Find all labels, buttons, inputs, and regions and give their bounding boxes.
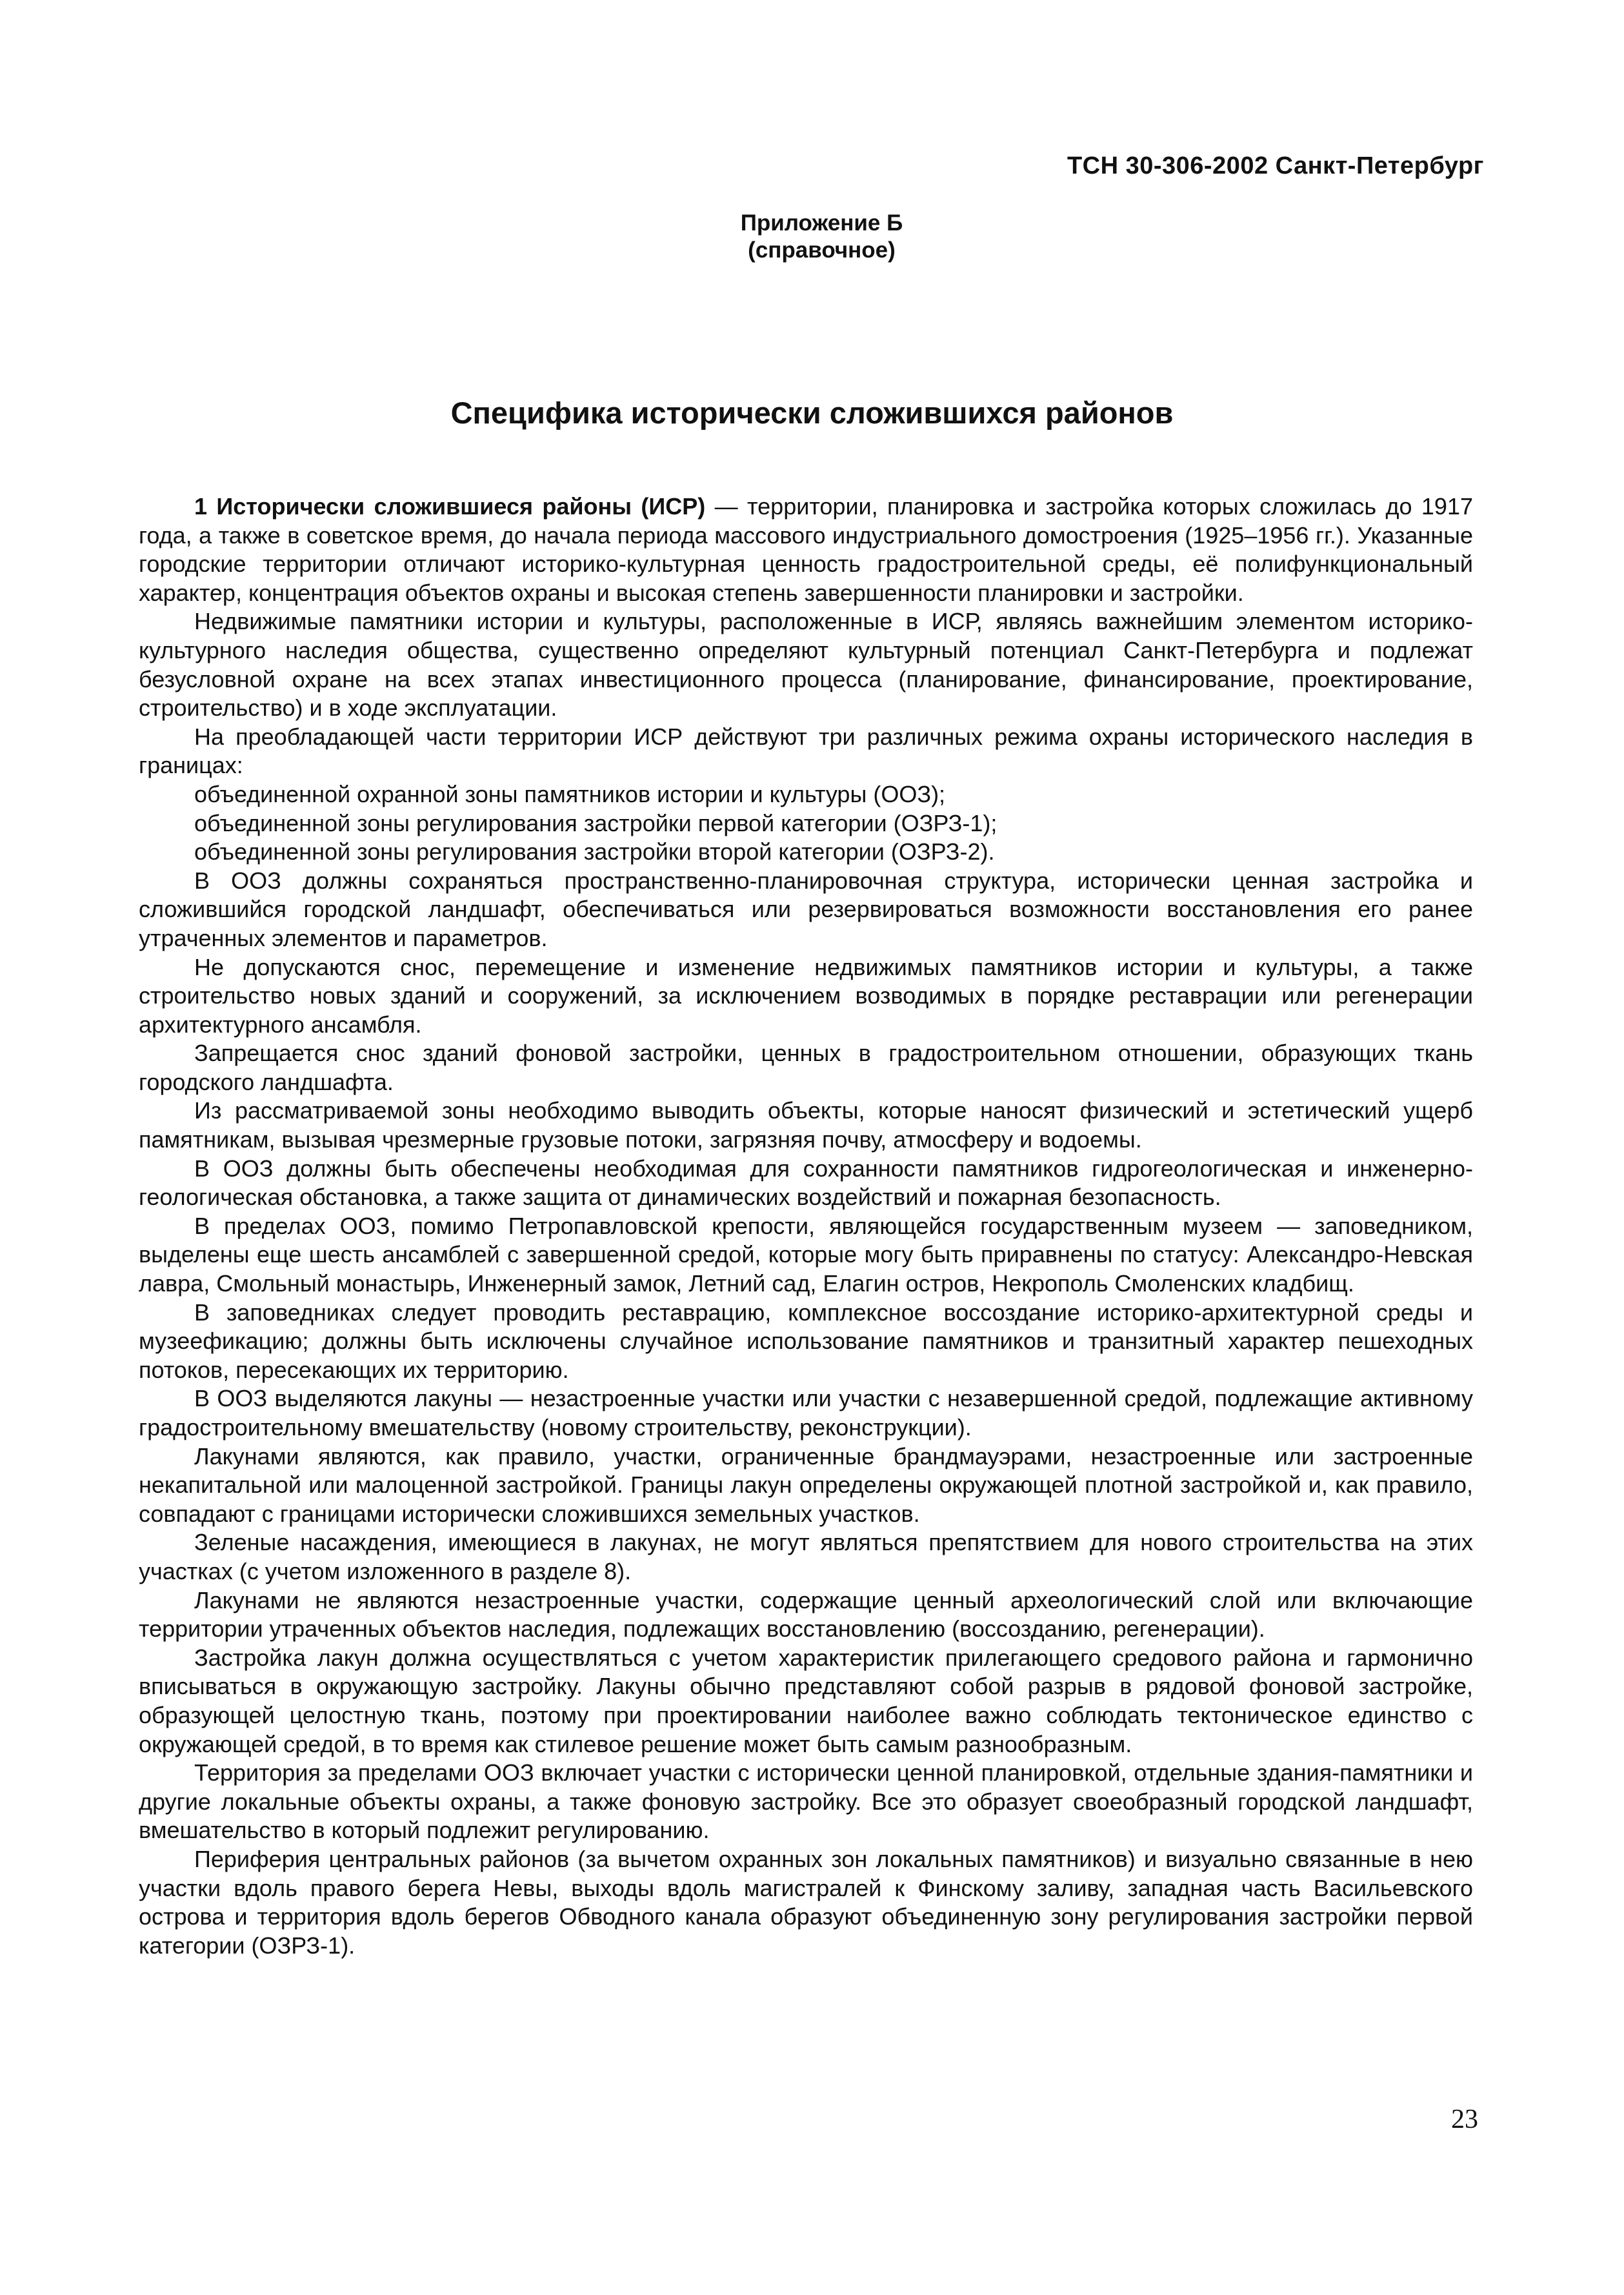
paragraph: Лакунами являются, как правило, участки, ограниченные брандмауэрами, незастроенные или застроенные некапитальной или малоценной застройкой. Границы лакун определены окружающей плотной застройкой и, как правило, совпадают с границами исторически сложившихся земельных участков. bbox=[139, 1442, 1473, 1527]
paragraph: Территория за пределами ООЗ включает участки с исторически ценной планировкой, отдельные здания-памятники и другие локальные объекты охраны, а также фоновую застройку. Все это образует своеобразный городской ландшафт, вмешательство в который подлежит регулированию. bbox=[139, 1759, 1473, 1844]
paragraph: Недвижимые памятники истории и культуры, расположенные в ИСР, являясь важнейшим элементом историко-культурного наследия общества, существенно определяют культурный потенциал Санкт-Петербурга и подлежат безусловной охране на всех этапах инвестиционного процесса (планирование, финансирование, проектирование, строительство) и в ходе эксплуатации. bbox=[139, 608, 1473, 722]
list-item: объединенной зоны регулирования застройки второй категории (ОЗРЗ-2). bbox=[194, 838, 995, 865]
intro-term: 1 Исторически сложившиеся районы (ИСР) bbox=[194, 493, 706, 520]
list-item: объединенной зоны регулирования застройки первой категории (ОЗРЗ-1); bbox=[194, 809, 997, 836]
appendix-title: Приложение Б bbox=[740, 210, 903, 236]
paragraph: В ООЗ должны сохраняться пространственно-планировочная структура, исторически ценная застройка и сложившийся городской ландшафт, обеспечиваться или резервироваться возможности восстановления его ранее утраченных элементов и параметров. bbox=[139, 867, 1473, 951]
paragraph: Зеленые насаждения, имеющиеся в лакунах, не могут являться препятствием для нового строительства на этих участках (с учетом изложенного в разделе 8). bbox=[139, 1529, 1473, 1584]
appendix-label bbox=[0, 210, 1624, 264]
paragraph: Из рассматриваемой зоны необходимо выводить объекты, которые наносят физический и эстетический ущерб памятникам, вызывая чрезмерные грузовые потоки, загрязняя почву, атмосферу и водоемы. bbox=[139, 1097, 1473, 1153]
paragraph: В ООЗ выделяются лакуны — незастроенные участки или участки с незавершенной средой, подлежащие активному градостроительному вмешательству (новому строительству, реконструкции). bbox=[139, 1385, 1473, 1441]
paragraph-intro bbox=[139, 492, 1473, 607]
appendix-type: (справочное) bbox=[748, 238, 896, 263]
paragraph: Не допускаются снос, перемещение и изменение недвижимых памятников истории и культуры, а также строительство новых зданий и сооружений, за исключением возводимых в порядке реставрации или регенерации архитектурного ансамбля. bbox=[139, 953, 1473, 1038]
paragraph: В пределах ООЗ, помимо Петропавловской крепости, являющейся государственным музеем — заповедником, выделены еще шесть ансамблей с завершенной средой, которые могу быть приравнены по статусу: Александро-Невская лавра, Смольный монастырь, Инженерный замок, Летний сад, Елагин остров, Некрополь Смоленских кладбищ. bbox=[139, 1212, 1473, 1297]
paragraph: Лакунами не являются незастроенные участки, содержащие ценный археологический слой или включающие территории утраченных объектов наследия, подлежащих восстановлению (воссозданию, регенерации). bbox=[139, 1586, 1473, 1643]
document-code-header: ТСН 30-306-2002 Санкт-Петербург bbox=[1067, 152, 1484, 179]
list-item: объединенной охранной зоны памятников истории и культуры (ООЗ); bbox=[194, 780, 946, 807]
paragraph: Периферия центральных районов (за вычетом охранных зон локальных памятников) и визуально связанные в нею участки вдоль правого берега Невы, выходы вдоль магистралей к Финскому заливу, западная часть Васильевского острова и территория вдоль берегов Обводного канала образуют объединенную зону регулирования застройки первой категории (ОЗРЗ-1). bbox=[139, 1845, 1473, 1959]
intro-text: — территории, планировка и застройка которых сложилась до 1917 года, а также в советское время, до начала периода массового индустриального домостроения (1925–1956 гг.). Указанные городские территории отличают историко-культурная ценность градостроительной среды, её полифункциональный характер, концентрация объектов охраны и высокая степень завершенности планировки и застройки. bbox=[139, 493, 1473, 606]
page-title: Специфика исторически сложившихся районов bbox=[450, 396, 1174, 430]
document-body bbox=[139, 492, 1473, 1960]
paragraph: Запрещается снос зданий фоновой застройки, ценных в градостроительном отношении, образующих ткань городского ландшафта. bbox=[139, 1040, 1473, 1095]
paragraph: На преобладающей части территории ИСР действуют три различных режима охраны исторического наследия в границах: bbox=[139, 723, 1473, 779]
page-number: 23 bbox=[1451, 2105, 1478, 2134]
paragraph: В ООЗ должны быть обеспечены необходимая для сохранности памятников гидрогеологическая и инженерно-геологическая обстановка, а также защита от динамических воздействий и пожарная безопасность. bbox=[139, 1155, 1473, 1211]
paragraph: В заповедниках следует проводить реставрацию, комплексное воссоздание историко-архитектурной среды и музеефикацию; должны быть исключены случайное использование памятников и транзитный характер пешеходных потоков, пересекающих их территорию. bbox=[139, 1299, 1473, 1383]
paragraph: Застройка лакун должна осуществляться с учетом характеристик прилегающего средового района и гармонично вписываться в окружающую застройку. Лакуны обычно представляют собой разрыв в рядовой фоновой застройке, образующей целостную ткань, поэтому при проектировании наиболее важно соблюдать тектоническое единство с окружающей средой, в то время как стилевое решение может быть самым разнообразным. bbox=[139, 1644, 1473, 1757]
